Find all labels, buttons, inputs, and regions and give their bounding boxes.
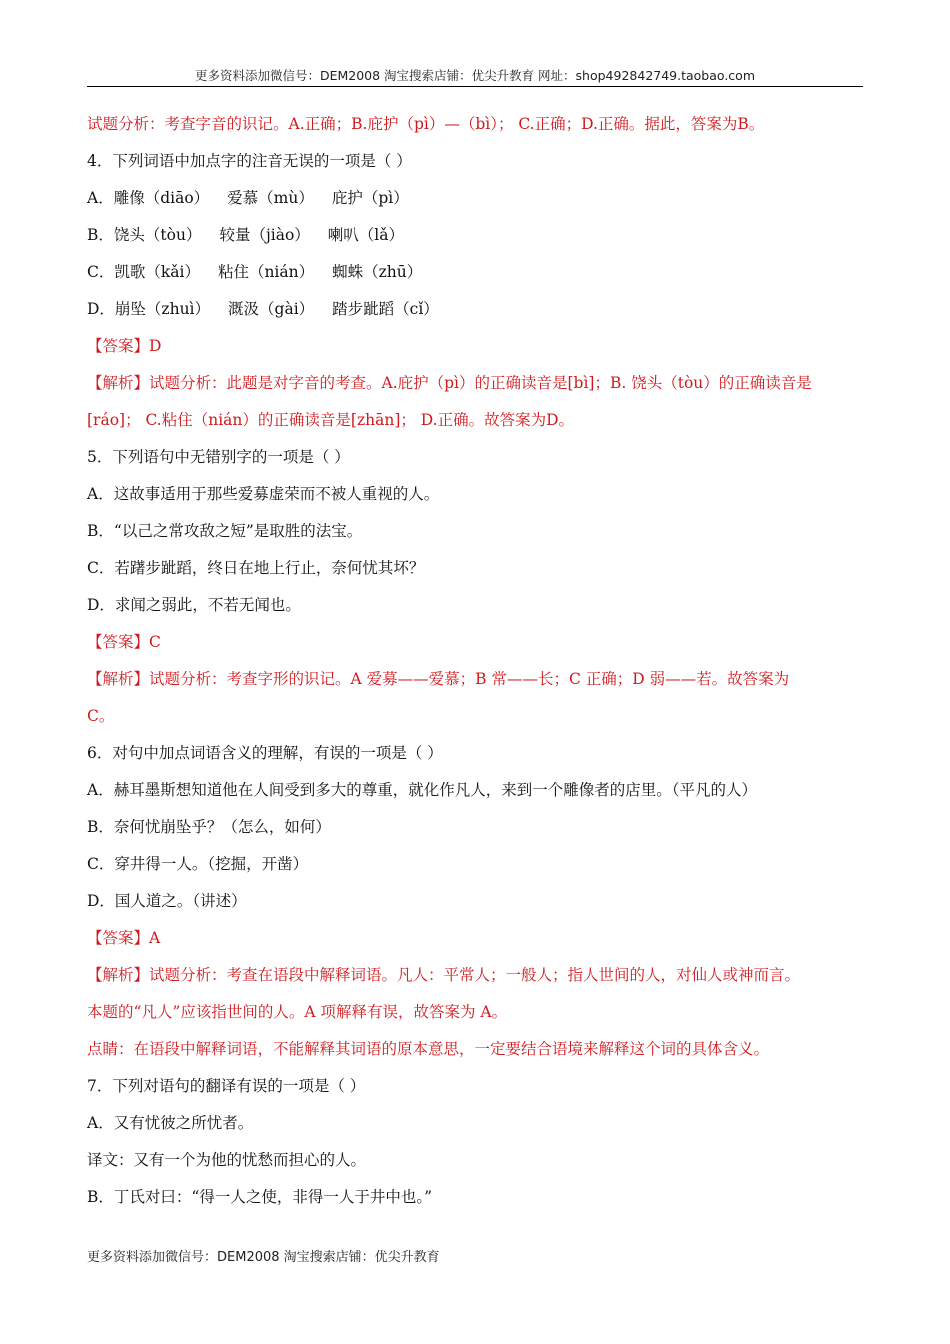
document-line: 试题分析：考查字音的识记。A.正确；B.庇护（pì）—（bì）； C.正确；D.正确。据此，答案为B。 — [87, 115, 765, 133]
option-item: 蜘蛛（zhū） — [332, 263, 423, 281]
document-line: 【答案】C — [87, 633, 161, 651]
option-item: A．雕像（diāo） — [87, 189, 210, 207]
document-line — [87, 180, 863, 217]
document-line: A．这故事适用于那些爱募虚荣而不被人重视的人。 — [87, 485, 440, 503]
page-footer: 更多资料添加微信号：DEM2008 淘宝搜索店铺：优尖升教育 — [87, 1250, 440, 1265]
document-line: 4．下列词语中加点字的注音无误的一项是（ ） — [87, 152, 412, 170]
document-body — [87, 106, 863, 1216]
document-line: 【解析】试题分析：考查在语段中解释词语。凡人：平常人；一般人；指人世间的人，对仙人或神而言。 — [87, 966, 801, 984]
option-item: D．崩坠（zhuì） — [87, 300, 211, 318]
document-line — [87, 254, 863, 291]
option-item: 踏步跐蹈（cǐ） — [332, 300, 439, 318]
page-header: 更多资料添加微信号：DEM2008 淘宝搜索店铺：优尖升教育 网址：shop492842749.taobao.com — [194, 68, 756, 83]
document-line: 【答案】A — [87, 929, 161, 947]
option-item: 粘住（nián） — [217, 263, 315, 281]
document-line: B．奈何忧崩坠乎？（怎么，如何） — [87, 818, 331, 836]
option-item: C．凯歌（kǎi） — [87, 263, 200, 281]
document-line: B．“以己之常攻敌之短”是取胜的法宝。 — [87, 522, 363, 540]
option-item: 庇护（pì） — [331, 189, 409, 207]
document-line: 译文：又有一个为他的忧愁而担心的人。 — [87, 1151, 367, 1169]
document-line: D．求闻之弱此，不若无闻也。 — [87, 596, 301, 614]
document-line: A．又有忧彼之所忧者。 — [87, 1114, 254, 1132]
document-line: C．穿井得一人。（挖掘，开凿） — [87, 855, 309, 873]
document-line: 【解析】试题分析：此题是对字音的考查。A.庇护（pì）的正确读音是[bì]；B. 饶头（tòu）的正确读音是 — [87, 374, 812, 392]
document-line: B．丁氏对曰：“得一人之使，非得一人于井中也。” — [87, 1188, 432, 1206]
option-item: 溉汲（gài） — [228, 300, 315, 318]
document-line: [ráo]； C.粘住（nián）的正确读音是[zhān]； D.正确。故答案为D。 — [87, 411, 575, 429]
document-line: 【解析】试题分析：考查字形的识记。A 爱募——爱慕；B 常——长；C 正确；D 弱——若。故答案为 — [87, 670, 790, 688]
document-line: 【答案】D — [87, 337, 162, 355]
option-item: 较量（jiào） — [219, 226, 310, 244]
document-line: 本题的“凡人”应该指世间的人。A 项解释有误，故答案为 A。 — [87, 1003, 508, 1021]
document-line — [87, 217, 863, 254]
option-item: 喇叭（lǎ） — [327, 226, 404, 244]
option-item: 爱慕（mù） — [227, 189, 314, 207]
document-line: 7．下列对语句的翻译有误的一项是（ ） — [87, 1077, 366, 1095]
document-line: 6．对句中加点词语含义的理解，有误的一项是（ ） — [87, 744, 443, 762]
document-line: 5．下列语句中无错别字的一项是（ ） — [87, 448, 350, 466]
document-line: 点睛：在语段中解释词语，不能解释其词语的原本意思，一定要结合语境来解释这个词的具体含义。 — [87, 1040, 770, 1058]
document-line: A．赫耳墨斯想知道他在人间受到多大的尊重，就化作凡人，来到一个雕像者的店里。（平凡的人） — [87, 781, 757, 799]
header-rule — [87, 86, 863, 87]
document-line: C．若躇步跐蹈，终日在地上行止，奈何忧其坏？ — [87, 559, 425, 577]
document-line: D．国人道之。（讲述） — [87, 892, 247, 910]
document-line — [87, 291, 863, 328]
document-line: C。 — [87, 707, 115, 725]
option-item: B．饶头（tòu） — [87, 226, 202, 244]
